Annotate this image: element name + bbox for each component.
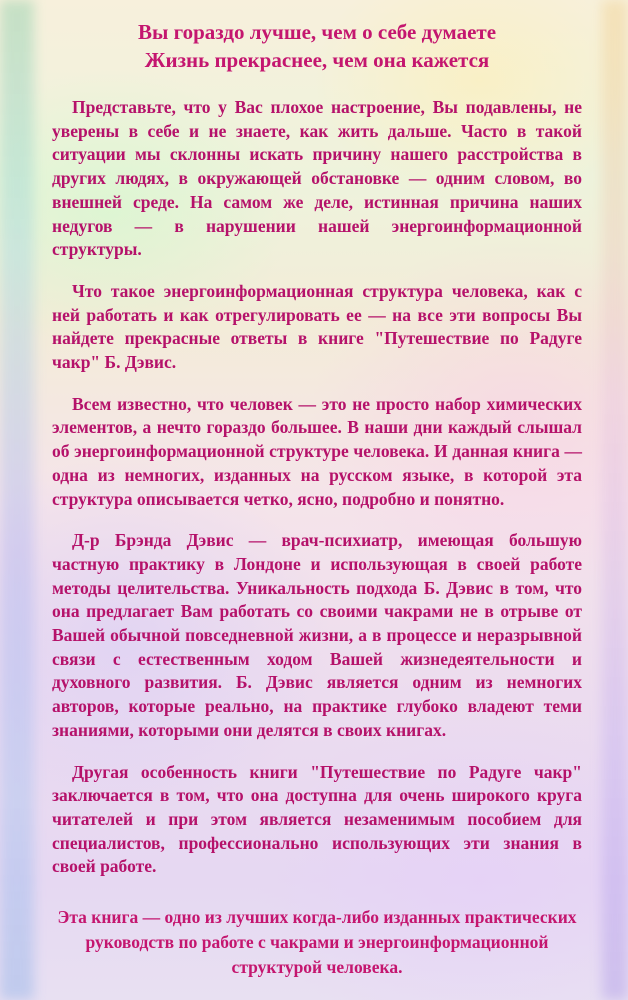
headline [52,18,582,74]
headline-line-1: Вы гораздо лучше, чем о себе думаете [137,20,497,44]
paragraph-2: Что такое энергоинформационная структура человека, как с ней работать и как отрегулировать ее — на все эти вопросы Вы найдете прекрасные ответы в книге "Путешествие по Радуге чакр" Б. Дэвис. [52,280,582,373]
headline-line-2: Жизнь прекраснее, чем она кажется [144,48,490,72]
paragraph-1: Представьте, что у Вас плохое настроение, Вы подавлены, не уверены в себе и не знаете, как жить дальше. Часто в такой ситуации мы склонны искать причину нашего расстройства в других людях, в окружающей обстановке — одним словом, во внешней среде. На самом же деле, истинная причина наших недугов — в нарушении нашей энергоинформационной структуры. [52,97,582,260]
cover-text [52,18,582,980]
closing-statement: Эта книга — одно из лучших когда-либо изданных практических руководств по работе с чакрами и энергоинформационной структурой человека. [57,907,577,978]
rainbow-edge-left [0,0,34,1000]
paragraph-4: Д-р Брэнда Дэвис — врач-психиатр, имеющая большую частную практику в Лондоне и использующая в своей работе методы целительства. Уникальность подхода Б. Дэвис в том, что она предлагает Вам работать со своими чакрами не в отрыве от Вашей обычной повседневной жизни, а в процессе и неразрывной связи с естественным ходом Вашей жизнедеятельности и духовного развития. Б. Дэвис является одним из немногих авторов, которые реально, на практике глубоко владеют теми знаниями, которыми они делятся в своих книгах. [52,530,582,740]
paragraph-3: Всем известно, что человек — это не просто набор химических элементов, а нечто гораздо большее. В наши дни каждый слышал об энергоинформационной структуре человека. И данная книга — одна из немногих, изданных на русском языке, в которой эта структура описывается четко, ясно, подробно и понятно. [52,393,582,509]
paragraph-5: Другая особенность книги "Путешествие по Радуге чакр" заключается в том, что она доступна для очень широкого круга читателей и при этом является незаменимым пособием для специалистов, профессионально использующих эти знания в своей работе. [52,761,582,877]
rainbow-edge-right [602,0,628,1000]
